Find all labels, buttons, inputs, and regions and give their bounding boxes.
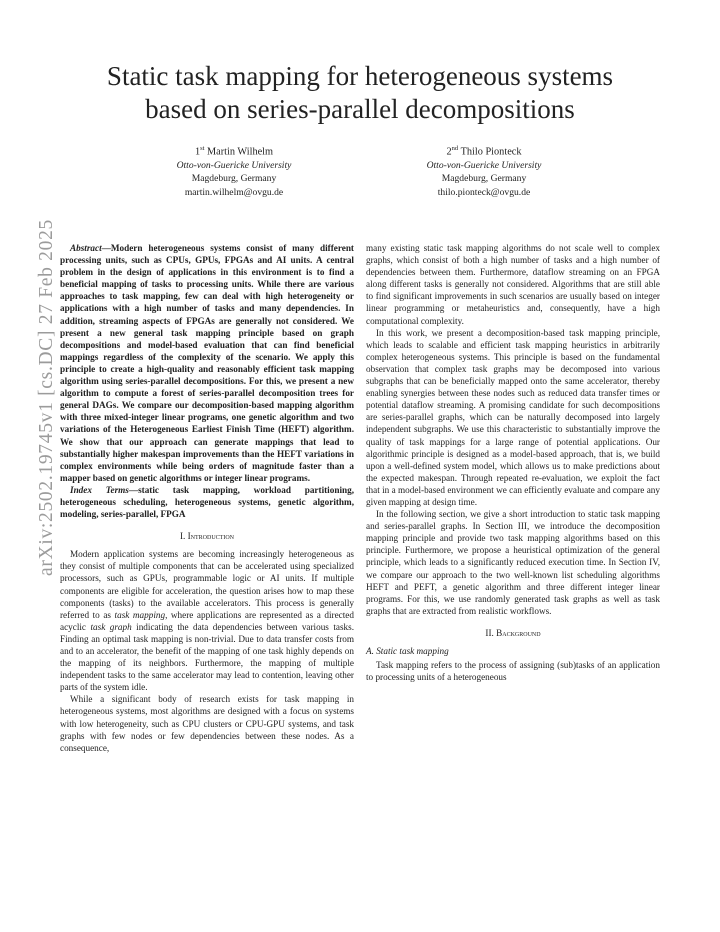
subsection-heading: A. Static task mapping	[366, 646, 449, 656]
title-line-1: Static task mapping for heterogeneous systems	[106, 61, 614, 91]
author-ordinal: 1	[194, 146, 201, 158]
text-run: Modern application systems are becoming increasingly heterogeneous as they consist of multiple components that can be accelerated using specialized processors, such as GPUs, programmable logic or AI units. If multiple components are eligible for acceleration, the question arises how to map these components (tasks) to the available accelerators. This process is generally referred to as	[60, 549, 354, 620]
author-name: Thilo Pionteck	[460, 146, 522, 158]
author-affiliation: Otto-von-Guericke University	[426, 159, 542, 171]
author-email[interactable]: thilo.pionteck@ovgu.de	[437, 186, 531, 198]
author-location: Magdeburg, Germany	[441, 173, 527, 185]
text-run: indicating the data dependencies between various tasks. Finding an optimal task mapping is non-trivial. Due to data transfer costs from and to an accelerator, the benefit of the mapping of one task highly depends on the mapping of its neighbors. Furthermore, the mapping of multiple independent tasks to the same accelerator may lead to contention, leaving other parts of the system idle.	[60, 621, 355, 693]
author-name-line	[109, 142, 359, 159]
author-location: Magdeburg, Germany	[191, 173, 277, 185]
intro-paragraph-3: many existing static task mapping algorithms do not scale well to complex graphs, which consist of both a high number of tasks and a high number of dependencies between them. Furthermore, dataflow streaming on an FPGA along different tasks is generally not considered. Algorithms that are still able to find significant improvements in such scenarios are usually based on integer linear programming or metaheuristics and, consequently, have a high computational complexity.	[366, 243, 660, 326]
abstract-label: Abstract	[70, 243, 102, 253]
author-name: Martin Wilhelm	[207, 146, 274, 158]
author-block-1	[109, 142, 359, 199]
section-heading-background: II. Background	[485, 627, 541, 638]
intro-paragraph-4: In this work, we present a decomposition-based task mapping principle, which leads to scalable and efficient task mapping heuristics in arbitrarily complex heterogeneous systems. This principle is based on the fundamental observation that complex task graphs may be decomposed into various subgraphs that can be beneficially mapped onto the same accelerator, thereby enabling synergies between these nodes such as reduced data transfer times or potential dataflow streaming. A promising candidate for such decompositions are series-parallel graphs, which can be naturally decomposed into largely independent subgraphs. We use this characteristic to substantially improve the quality of task mappings for a large range of potential applications. Our algorithmic principle is designed as a model-based approach, that is, we build upon a well-defined system model, which allows us to make predictions about the expected makespan. Through repeated re-evaluation, we exploit the fact that in a model-based environment we can efficiently evaluate and compare any given mapping at design time.	[366, 327, 660, 507]
intro-paragraph-5: In the following section, we give a short introduction to static task mapping and series-parallel graphs. In Section III, we introduce the decomposition mapping principle and provide two task mapping algorithms based on this principle. Furthermore, we propose a heuristical optimization of the general principle, which leads to a significantly reduced execution time. In Section IV, we compare our approach to the two well-known list scheduling algorithms HEFT and PEFT, a genetic algorithm and three different integer linear programs. For this, we use randomly generated task graphs as well as task graphs that are extracted from realistic workflows.	[366, 509, 660, 616]
author-ordinal: 2	[446, 146, 452, 158]
paper-title	[60, 60, 660, 126]
arxiv-identifier: arXiv:2502.19745v1 [cs.DC] 27 Feb 2025	[36, 219, 57, 576]
index-terms-label: Index Terms	[70, 484, 129, 495]
intro-paragraph-2: While a significant body of research exists for task mapping in heterogeneous systems, most algorithms are designed with a focus on systems with low heterogeneity, such as CPU clusters or CPU-GPU systems, and task graphs with few nodes or few dependencies between these nodes. As a consequence,	[60, 694, 354, 753]
index-terms-text: —static task mapping, workload partitioning, heterogeneous scheduling, heterogeneous systems, genetic algorithm, modeling, series-parallel, FPGA	[60, 484, 354, 520]
emphasis-term: task mapping	[114, 609, 166, 620]
author-block-2	[359, 142, 609, 199]
title-line-2: based on series-parallel decompositions	[145, 94, 575, 124]
author-ordinal-suffix: st	[200, 145, 205, 152]
abstract	[60, 242, 354, 484]
author-name-line	[359, 142, 609, 159]
text-run: , where applications are represented as a directed acyclic	[60, 609, 354, 632]
section-heading-introduction: I. Introduction	[179, 531, 235, 542]
author-email[interactable]: martin.wilhelm@ovgu.de	[184, 186, 284, 198]
index-terms	[60, 484, 354, 520]
left-column	[60, 242, 354, 754]
author-affiliation: Otto-von-Guericke University	[176, 159, 292, 171]
author-ordinal-suffix: nd	[451, 145, 459, 152]
right-column	[366, 242, 660, 683]
abstract-text: —Modern heterogeneous systems consist of many different processing units, such as CPUs, GPUs, FPGAs and AI units. A central problem in the design of applications in this environment is to find a beneficial mapping of tasks to processing units. While there are various approaches to task mapping, few can deal with high heterogeneity or applications with a high number of tasks and many dependencies. In addition, streaming aspects of FPGAs are generally not considered. We present a new general task mapping principle based on graph decompositions and model-based evaluation that can find beneficial mappings regardless of the complexity of the scenario. We apply this principle to create a high-quality and reasonably efficient task mapping algorithm using series-parallel decompositions. For this, we present a new algorithm to compute a forest of series-parallel decomposition trees for general DAGs. We compare our decomposition-based mapping algorithm with three mixed-integer linear programs, one genetic algorithm and two variations of the Heterogeneous Earliest Finish Time (HEFT) algorithm. We show that our approach can generate mappings that lead to substantially higher makespan improvements than the HEFT variations in complex environments while being orders of magnitude faster than a mapper based on genetic algorithms or integer linear programs.	[60, 243, 354, 483]
background-paragraph-1: Task mapping refers to the process of assigning (sub)tasks of an application to processing units of a heterogeneous	[366, 660, 660, 683]
intro-paragraph-1	[60, 548, 354, 693]
emphasis-term: task graph	[90, 621, 132, 632]
